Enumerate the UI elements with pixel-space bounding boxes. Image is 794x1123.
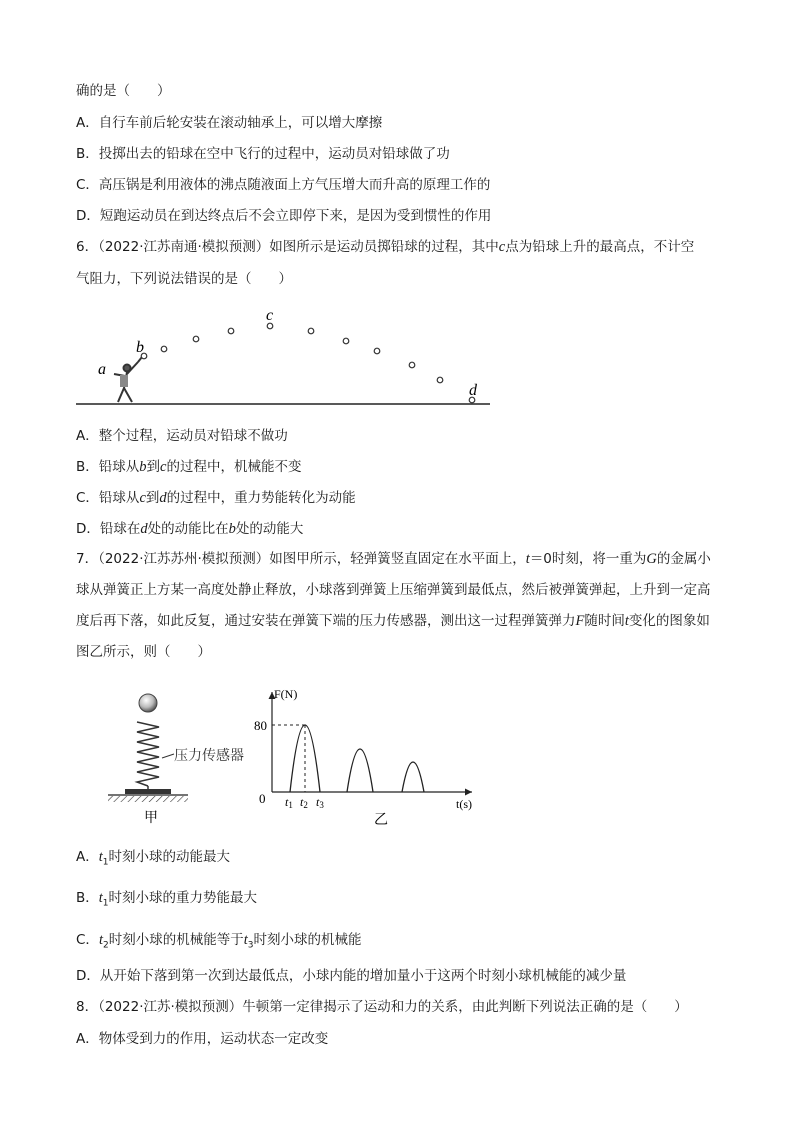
force-time-graph bbox=[250, 686, 480, 830]
ball-position bbox=[409, 362, 415, 368]
figure-jia-label: 甲 bbox=[144, 809, 158, 825]
t1-label: t1 bbox=[285, 795, 293, 810]
q5-option-c: C．高压锅是利用液体的沸点随液面上方气压增大而升高的原理工作的 bbox=[76, 177, 491, 193]
q6-option-d: D．铅球在d处的动能比在b处的动能大 bbox=[76, 521, 304, 537]
q5-stem-tail: 确的是（ ） bbox=[76, 83, 171, 99]
athlete-figure bbox=[114, 357, 142, 402]
q7-option-a: A．$t_1$时刻小球的动能最大 bbox=[76, 849, 231, 868]
q5-option-a: A．自行车前后轮安装在滚动轴承上，可以增大摩擦 bbox=[76, 115, 383, 131]
q7-option-d: D．从开始下落到第一次到达最低点，小球内能的增加量小于这两个时刻小球机械能的减少量 bbox=[76, 968, 627, 984]
q6-stem-line1: 6．（2022·江苏南通·模拟预测）如图所示是运动员掷铅球的过程，其中c点为铅球上升的最高点，不计空 bbox=[76, 239, 695, 255]
ball-position-c bbox=[267, 323, 273, 329]
ball-position bbox=[308, 328, 314, 334]
ball-position bbox=[161, 346, 167, 352]
origin-label: 0 bbox=[259, 791, 266, 806]
figure-yi-label: 乙 bbox=[374, 811, 388, 827]
spring-figure bbox=[100, 688, 260, 828]
t2-label: t2 bbox=[300, 795, 308, 810]
q7-option-b: B．$t_1$时刻小球的重力势能最大 bbox=[76, 890, 258, 909]
q8-stem: 8．（2022·江苏·模拟预测）牛顿第一定律揭示了运动和力的关系，由此判断下列说法正确的是（ ） bbox=[76, 999, 688, 1015]
ball-position bbox=[343, 338, 349, 344]
q8-option-a: A．物体受到力的作用，运动状态一定改变 bbox=[76, 1031, 329, 1047]
label-b: b bbox=[136, 339, 144, 356]
ground-hatch bbox=[108, 796, 188, 802]
q6-option-b: B．铅球从b到c的过程中，机械能不变 bbox=[76, 459, 302, 475]
q5-option-b: B．投掷出去的铅球在空中飞行的过程中，运动员对铅球做了功 bbox=[76, 146, 450, 162]
q5-option-d: D．短跑运动员在到达终点后不会立即停下来，是因为受到惯性的作用 bbox=[76, 208, 492, 224]
q7-option-c: C．$t_2$时刻小球的机械能等于$t_3$时刻小球的机械能 bbox=[76, 932, 362, 951]
label-c: c bbox=[266, 307, 274, 324]
t3-label: t3 bbox=[316, 795, 324, 810]
q6-option-c: C．铅球从c到d的过程中，重力势能转化为动能 bbox=[76, 490, 356, 506]
spring bbox=[137, 722, 159, 786]
q6-stem-line2: 气阻力，下列说法错误的是（ ） bbox=[76, 271, 292, 287]
ball-position bbox=[193, 336, 199, 342]
shot-put-figure bbox=[74, 302, 494, 410]
metal-ball bbox=[139, 694, 157, 712]
ball-position bbox=[374, 348, 380, 354]
sensor-label: 压力传感器 bbox=[174, 747, 244, 763]
force-pulse-2 bbox=[347, 749, 373, 792]
y-axis-label: F(N) bbox=[274, 687, 298, 701]
label-d: d bbox=[469, 382, 477, 399]
pressure-sensor bbox=[125, 789, 171, 794]
label-a: a bbox=[98, 361, 106, 378]
q6-option-a: A．整个过程，运动员对铅球不做功 bbox=[76, 428, 288, 444]
ball-position bbox=[228, 328, 234, 334]
x-axis-label: t(s) bbox=[456, 797, 472, 811]
q7-stem: 7．（2022·江苏苏州·模拟预测）如图甲所示，轻弹簧竖直固定在水平面上，t＝0时刻，将一重为G的金属小球从弹簧正上方某一高度处静止释放，小球落到弹簧上压缩弹簧到最低点，然后被弹簧弹起，上升到一定高度后再下落，如此反复，通过安装在弹簧下端的压力传感器，测出这一过程弹簧弹力F随时间t变化的图象如图乙所示，则（ ） bbox=[76, 551, 711, 660]
peak-value-label: 80 bbox=[254, 718, 267, 733]
ball-position bbox=[437, 377, 443, 383]
force-pulse-3 bbox=[402, 762, 424, 792]
